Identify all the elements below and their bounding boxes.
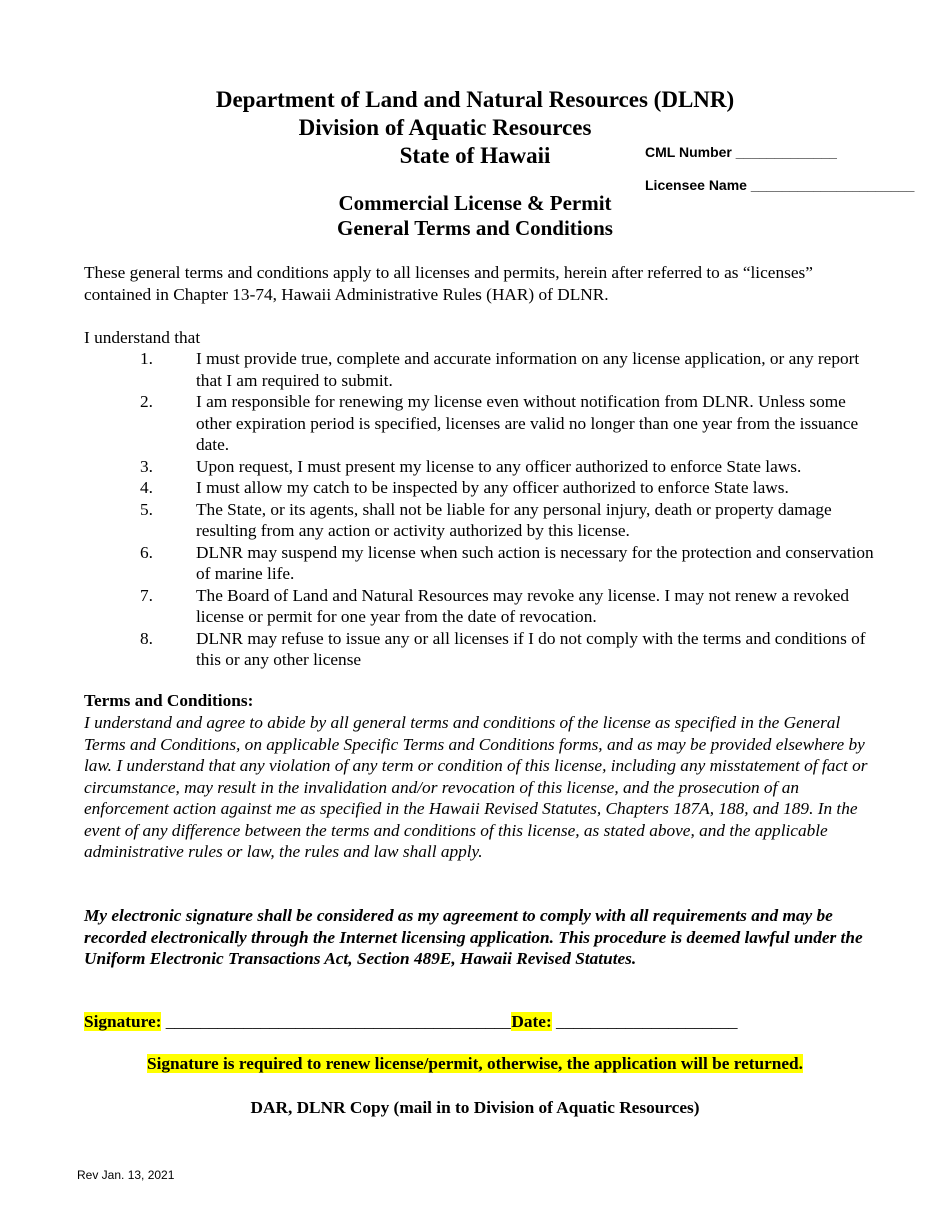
- cml-number-field[interactable]: [645, 144, 837, 160]
- list-item-number: 6.: [140, 542, 153, 562]
- date-blank[interactable]: _____________________: [551, 1012, 738, 1031]
- signature-required-text: Signature is required to renew license/permit, otherwise, the application will be returned.: [146, 1054, 803, 1073]
- signature-line: [84, 1011, 738, 1033]
- division-title: Division of Aquatic Resources: [298, 115, 592, 140]
- copy-note: DAR, DLNR Copy (mail in to Division of Aquatic Resources): [250, 1098, 700, 1117]
- licensee-name-blank[interactable]: _____________________: [750, 177, 915, 193]
- list-item: [84, 348, 884, 391]
- licensee-name-label: Licensee Name: [645, 177, 747, 193]
- list-item-number: 1.: [140, 349, 153, 368]
- list-item-text: Upon request, I must present my license to any officer authorized to enforce State laws.: [196, 456, 802, 476]
- list-item-text: The Board of Land and Natural Resources may revoke any license. I may not renew a revoked license or permit for one year from the date of revocation.: [196, 585, 850, 626]
- intro-paragraph: These general terms and conditions apply to all licenses and permits, herein after referred to as “licenses” contained in Chapter 13-74, Hawaii Administrative Rules (HAR) of DLNR.: [84, 263, 813, 304]
- list-item: [84, 391, 884, 456]
- list-item-number: 3.: [140, 456, 153, 476]
- signature-required-notice: [0, 1053, 950, 1075]
- revision-date: Rev Jan. 13, 2021: [77, 1168, 175, 1182]
- list-item: [84, 477, 884, 499]
- list-item-number: 2.: [140, 392, 153, 411]
- signature-label: Signature:: [84, 1012, 162, 1031]
- form-subtitle: Commercial License & Permit: [338, 191, 612, 215]
- list-item: [84, 456, 884, 478]
- list-item-number: 4.: [140, 478, 153, 497]
- list-item-text: DLNR may refuse to issue any or all licenses if I do not comply with the terms and conditions of this or any other license: [196, 628, 866, 669]
- signature-blank[interactable]: ________________________________________: [161, 1012, 512, 1031]
- dept-title: Department of Land and Natural Resources (DLNR): [215, 87, 735, 112]
- form-subtitle-2: General Terms and Conditions: [337, 216, 613, 240]
- cml-number-label: CML Number: [645, 144, 732, 160]
- terms-heading: Terms and Conditions:: [84, 691, 254, 710]
- list-item: [84, 542, 884, 585]
- list-item-number: 7.: [140, 585, 153, 605]
- list-item-text: I must provide true, complete and accurate information on any license application, or any report that I am required to submit.: [196, 349, 860, 390]
- terms-body: I understand and agree to abide by all general terms and conditions of the license as specified in the General Terms and Conditions, on applicable Specific Terms and Conditions forms, and as may be provided elsewhere by law. I understand that any violation of any term or condition of this license, including any misstatement of fact or circumstance, may result in the invalidation and/or revocation of this license, and the prosecution of an enforcement action against me as specified in the Hawaii Revised Statutes, Chapters 187A, 188, and 189. In the event of any difference between the terms and conditions of this license, as stated above, and the applicable administrative rules or law, the rules and law shall apply.: [84, 713, 868, 861]
- state-title: State of Hawaii: [399, 143, 551, 168]
- list-item: [84, 585, 884, 628]
- list-item-number: 5.: [140, 499, 153, 519]
- list-item-text: I must allow my catch to be inspected by any officer authorized to enforce State laws.: [196, 478, 789, 497]
- conditions-list: [84, 348, 884, 671]
- list-item: [84, 628, 884, 671]
- esignature-statement: My electronic signature shall be considered as my agreement to comply with all requirements and may be recorded electronically through the Internet licensing application. This procedure is deemed lawful under the Uniform Electronic Transactions Act, Section 489E, Hawaii Revised Statutes.: [84, 906, 863, 968]
- list-item-text: The State, or its agents, shall not be liable for any personal injury, death or property damage resulting from any action or activity authorized by this license.: [196, 499, 832, 540]
- list-item: [84, 499, 884, 542]
- understand-line: I understand that: [84, 328, 201, 347]
- date-label: Date:: [511, 1012, 552, 1031]
- list-item-text: DLNR may suspend my license when such action is necessary for the protection and conservation of marine life.: [196, 542, 874, 583]
- list-item-text: I am responsible for renewing my license even without notification from DLNR. Unless some other expiration period is specified, licenses are valid no longer than one year from the issuance date.: [196, 392, 859, 454]
- list-item-number: 8.: [140, 628, 153, 648]
- cml-number-blank[interactable]: _____________: [735, 144, 837, 160]
